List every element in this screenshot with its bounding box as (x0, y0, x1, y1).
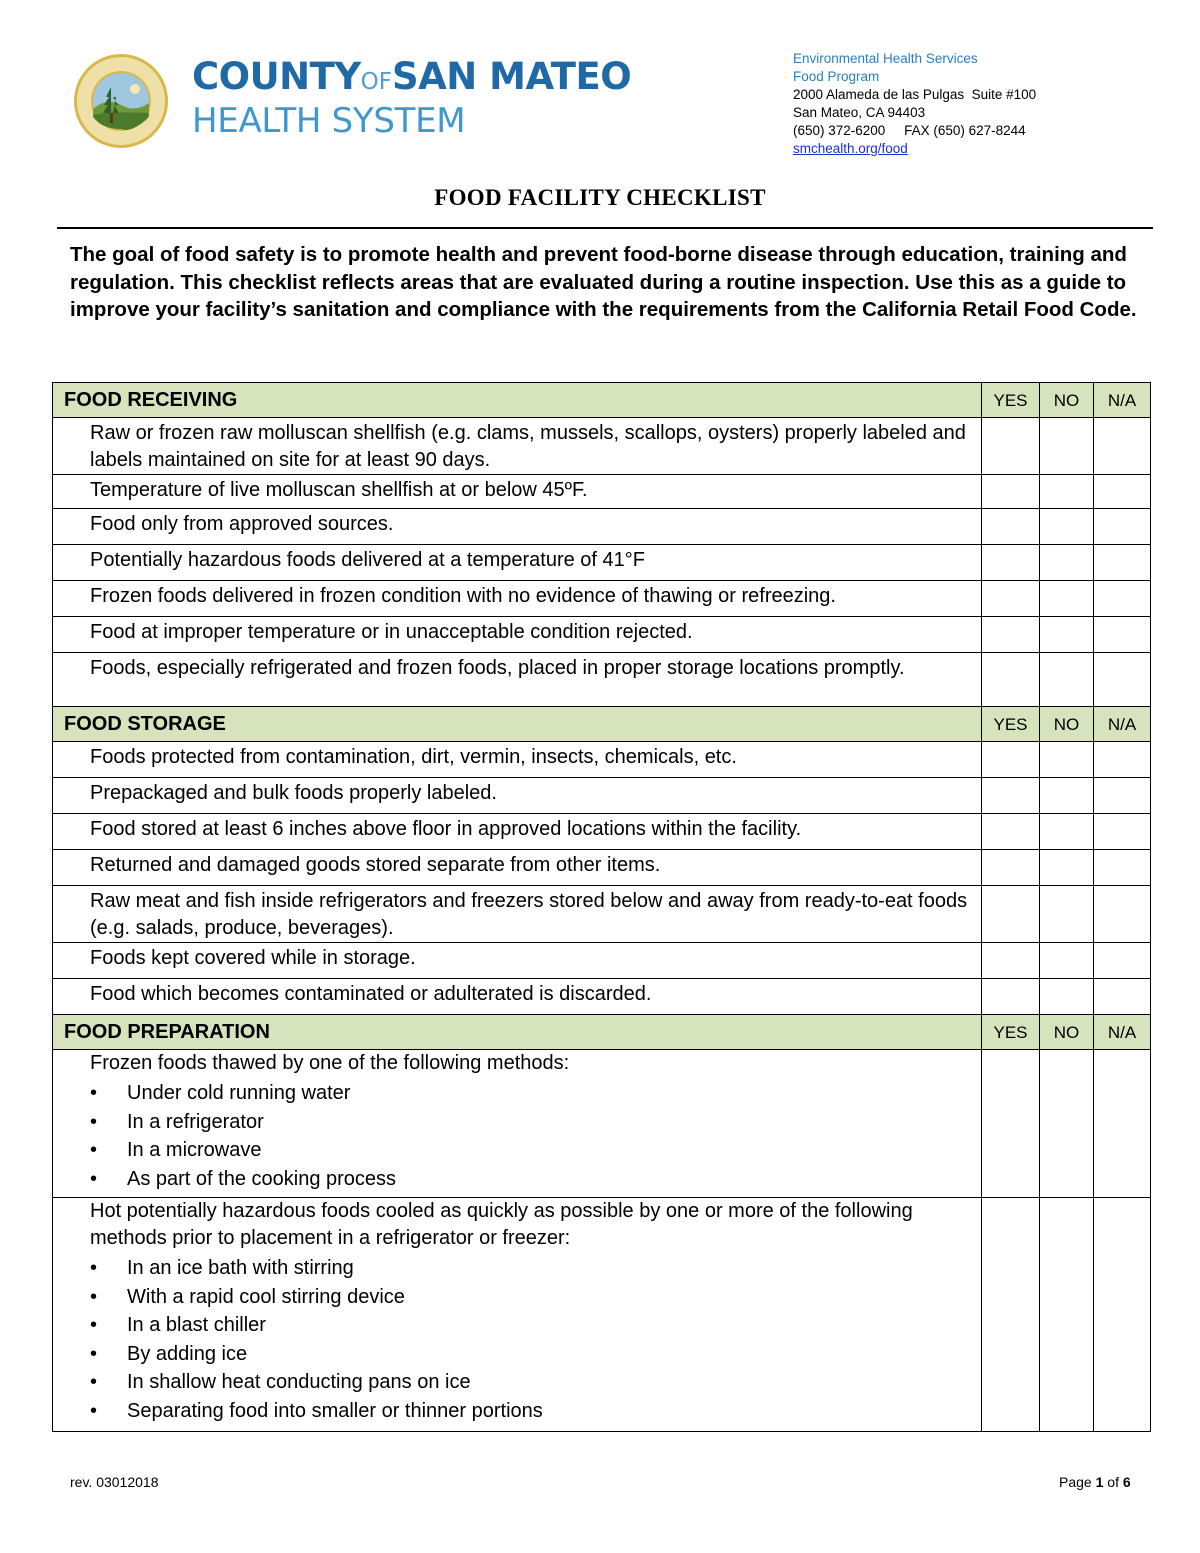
column-header-no: NO (1040, 1015, 1094, 1050)
section-title: FOOD STORAGE (53, 707, 982, 742)
department-name: Environmental Health Services (793, 51, 978, 66)
answer-box-na[interactable] (1094, 979, 1151, 1015)
checklist-item: Raw meat and fish inside refrigerators and freezers stored below and away from ready-to-eat foods (e.g. salads, produce, beverages). (53, 886, 982, 943)
answer-box-na[interactable] (1094, 617, 1151, 653)
checklist-item-text: Frozen foods thawed by one of the following methods: (90, 1052, 570, 1074)
answer-box-no[interactable] (1040, 943, 1094, 979)
checklist-row (53, 509, 1151, 545)
answer-box-na[interactable] (1094, 418, 1151, 475)
method-list (82, 1079, 973, 1193)
website-link[interactable]: smchealth.org/food (793, 141, 908, 156)
answer-box-no[interactable] (1040, 778, 1094, 814)
answer-box-na[interactable] (1094, 943, 1151, 979)
section-title: FOOD PREPARATION (53, 1015, 982, 1050)
answer-box-yes[interactable] (982, 475, 1040, 509)
method-list-item: • Under cold running water (82, 1079, 973, 1108)
checklist-item: Foods, especially refrigerated and frozen foods, placed in proper storage locations promptly. (53, 653, 982, 707)
checklist-item: Temperature of live molluscan shellfish at or below 45ºF. (53, 475, 982, 509)
checklist-row (53, 814, 1151, 850)
revision-label: rev. 03012018 (70, 1474, 159, 1490)
answer-box-na[interactable] (1094, 509, 1151, 545)
column-header-yes: YES (982, 707, 1040, 742)
answer-box-yes[interactable] (982, 1198, 1040, 1432)
page-number: Page 1 of 6 (1059, 1474, 1131, 1490)
checklist-item: Frozen foods delivered in frozen condition with no evidence of thawing or refreezing. (53, 581, 982, 617)
checklist-item-text: Hot potentially hazardous foods cooled as quickly as possible by one or more of the following methods prior to placement in a refrigerator or freezer: (90, 1200, 913, 1249)
checklist-item (53, 1050, 982, 1198)
answer-box-no[interactable] (1040, 886, 1094, 943)
answer-box-na[interactable] (1094, 814, 1151, 850)
checklist-item: Food stored at least 6 inches above floor in approved locations within the facility. (53, 814, 982, 850)
checklist-item: Returned and damaged goods stored separate from other items. (53, 850, 982, 886)
checklist-row (53, 653, 1151, 707)
answer-box-no[interactable] (1040, 1198, 1094, 1432)
method-list-item: • In a microwave (82, 1136, 973, 1165)
column-header-no: NO (1040, 383, 1094, 418)
answer-box-no[interactable] (1040, 979, 1094, 1015)
answer-box-no[interactable] (1040, 850, 1094, 886)
checklist-row (53, 617, 1151, 653)
answer-box-yes[interactable] (982, 1050, 1040, 1198)
answer-box-yes[interactable] (982, 509, 1040, 545)
method-list-item: • In a refrigerator (82, 1108, 973, 1137)
checklist-item: Foods kept covered while in storage. (53, 943, 982, 979)
answer-box-na[interactable] (1094, 742, 1151, 778)
answer-box-na[interactable] (1094, 581, 1151, 617)
answer-box-na[interactable] (1094, 653, 1151, 707)
checklist-row (53, 545, 1151, 581)
county-logo-wordmark: COUNTYOFSAN MATEO (192, 55, 632, 98)
checklist-row (53, 979, 1151, 1015)
answer-box-no[interactable] (1040, 475, 1094, 509)
checklist-row (53, 943, 1151, 979)
answer-box-yes[interactable] (982, 814, 1040, 850)
title-divider (57, 227, 1153, 229)
answer-box-yes[interactable] (982, 742, 1040, 778)
method-list-item: • As part of the cooking process (82, 1165, 973, 1194)
answer-box-yes[interactable] (982, 418, 1040, 475)
answer-box-no[interactable] (1040, 617, 1094, 653)
program-name: Food Program (793, 69, 880, 84)
phone-fax: (650) 372-6200 FAX (650) 627-8244 (793, 123, 1026, 138)
answer-box-no[interactable] (1040, 545, 1094, 581)
answer-box-yes[interactable] (982, 979, 1040, 1015)
section-header (53, 1015, 1151, 1050)
answer-box-no[interactable] (1040, 653, 1094, 707)
method-list-item: • In a blast chiller (82, 1311, 973, 1340)
checklist-item: Food only from approved sources. (53, 509, 982, 545)
checklist-row (53, 418, 1151, 475)
section-header (53, 383, 1151, 418)
answer-box-yes[interactable] (982, 581, 1040, 617)
address-line-1: 2000 Alameda de las Pulgas Suite #100 (793, 87, 1037, 102)
method-list-item: • Separating food into smaller or thinner portions (82, 1397, 973, 1426)
answer-box-yes[interactable] (982, 778, 1040, 814)
answer-box-na[interactable] (1094, 1198, 1151, 1432)
checklist-item: Prepackaged and bulk foods properly labeled. (53, 778, 982, 814)
answer-box-na[interactable] (1094, 778, 1151, 814)
address-line-2: San Mateo, CA 94403 (793, 105, 926, 120)
answer-box-na[interactable] (1094, 545, 1151, 581)
checklist-item: Foods protected from contamination, dirt, vermin, insects, chemicals, etc. (53, 742, 982, 778)
page-title: FOOD FACILITY CHECKLIST (434, 185, 766, 210)
intro-paragraph: The goal of food safety is to promote health and prevent food-borne disease through education, training and regulation. This checklist reflects areas that are evaluated during a routine inspection. Use this as a guide to improve your facility’s sanitation and compliance with the requirements from the California Retail Food Code. (70, 243, 1137, 321)
method-list-item: • With a rapid cool stirring device (82, 1283, 973, 1312)
column-header-na: N/A (1094, 1015, 1151, 1050)
checklist-item: Food which becomes contaminated or adulterated is discarded. (53, 979, 982, 1015)
checklist-row (53, 581, 1151, 617)
answer-box-yes[interactable] (982, 943, 1040, 979)
column-header-yes: YES (982, 383, 1040, 418)
answer-box-yes[interactable] (982, 617, 1040, 653)
checklist-item: Potentially hazardous foods delivered at a temperature of 41°F (53, 545, 982, 581)
contact-block (793, 50, 1036, 158)
answer-box-yes[interactable] (982, 886, 1040, 943)
method-list-item: • In an ice bath with stirring (82, 1254, 973, 1283)
answer-box-no[interactable] (1040, 742, 1094, 778)
answer-box-na[interactable] (1094, 475, 1151, 509)
section-header (53, 707, 1151, 742)
answer-box-yes[interactable] (982, 850, 1040, 886)
column-header-yes: YES (982, 1015, 1040, 1050)
answer-box-no[interactable] (1040, 814, 1094, 850)
answer-box-na[interactable] (1094, 850, 1151, 886)
answer-box-no[interactable] (1040, 418, 1094, 475)
checklist-table (52, 382, 1151, 1432)
method-list (82, 1254, 973, 1425)
checklist-row (53, 778, 1151, 814)
checklist-row (53, 475, 1151, 509)
section-title: FOOD RECEIVING (53, 383, 982, 418)
checklist-row (53, 742, 1151, 778)
health-system-wordmark: HEALTH SYSTEM (192, 101, 466, 141)
method-list-item: • In shallow heat conducting pans on ice (82, 1368, 973, 1397)
checklist-item: Food at improper temperature or in unacceptable condition rejected. (53, 617, 982, 653)
column-header-no: NO (1040, 707, 1094, 742)
checklist-row (53, 1198, 1151, 1432)
checklist-row (53, 1050, 1151, 1198)
column-header-na: N/A (1094, 383, 1151, 418)
checklist-row (53, 850, 1151, 886)
checklist-item: Raw or frozen raw molluscan shellfish (e.g. clams, mussels, scallops, oysters) properly labeled and labels maintained on site for at least 90 days. (53, 418, 982, 475)
checklist-item (53, 1198, 982, 1432)
checklist-row (53, 886, 1151, 943)
answer-box-no[interactable] (1040, 1050, 1094, 1198)
answer-box-na[interactable] (1094, 886, 1151, 943)
answer-box-yes[interactable] (982, 545, 1040, 581)
column-header-na: N/A (1094, 707, 1151, 742)
answer-box-yes[interactable] (982, 653, 1040, 707)
answer-box-no[interactable] (1040, 581, 1094, 617)
county-seal-logo (73, 53, 169, 149)
method-list-item: • By adding ice (82, 1340, 973, 1369)
answer-box-na[interactable] (1094, 1050, 1151, 1198)
answer-box-no[interactable] (1040, 509, 1094, 545)
